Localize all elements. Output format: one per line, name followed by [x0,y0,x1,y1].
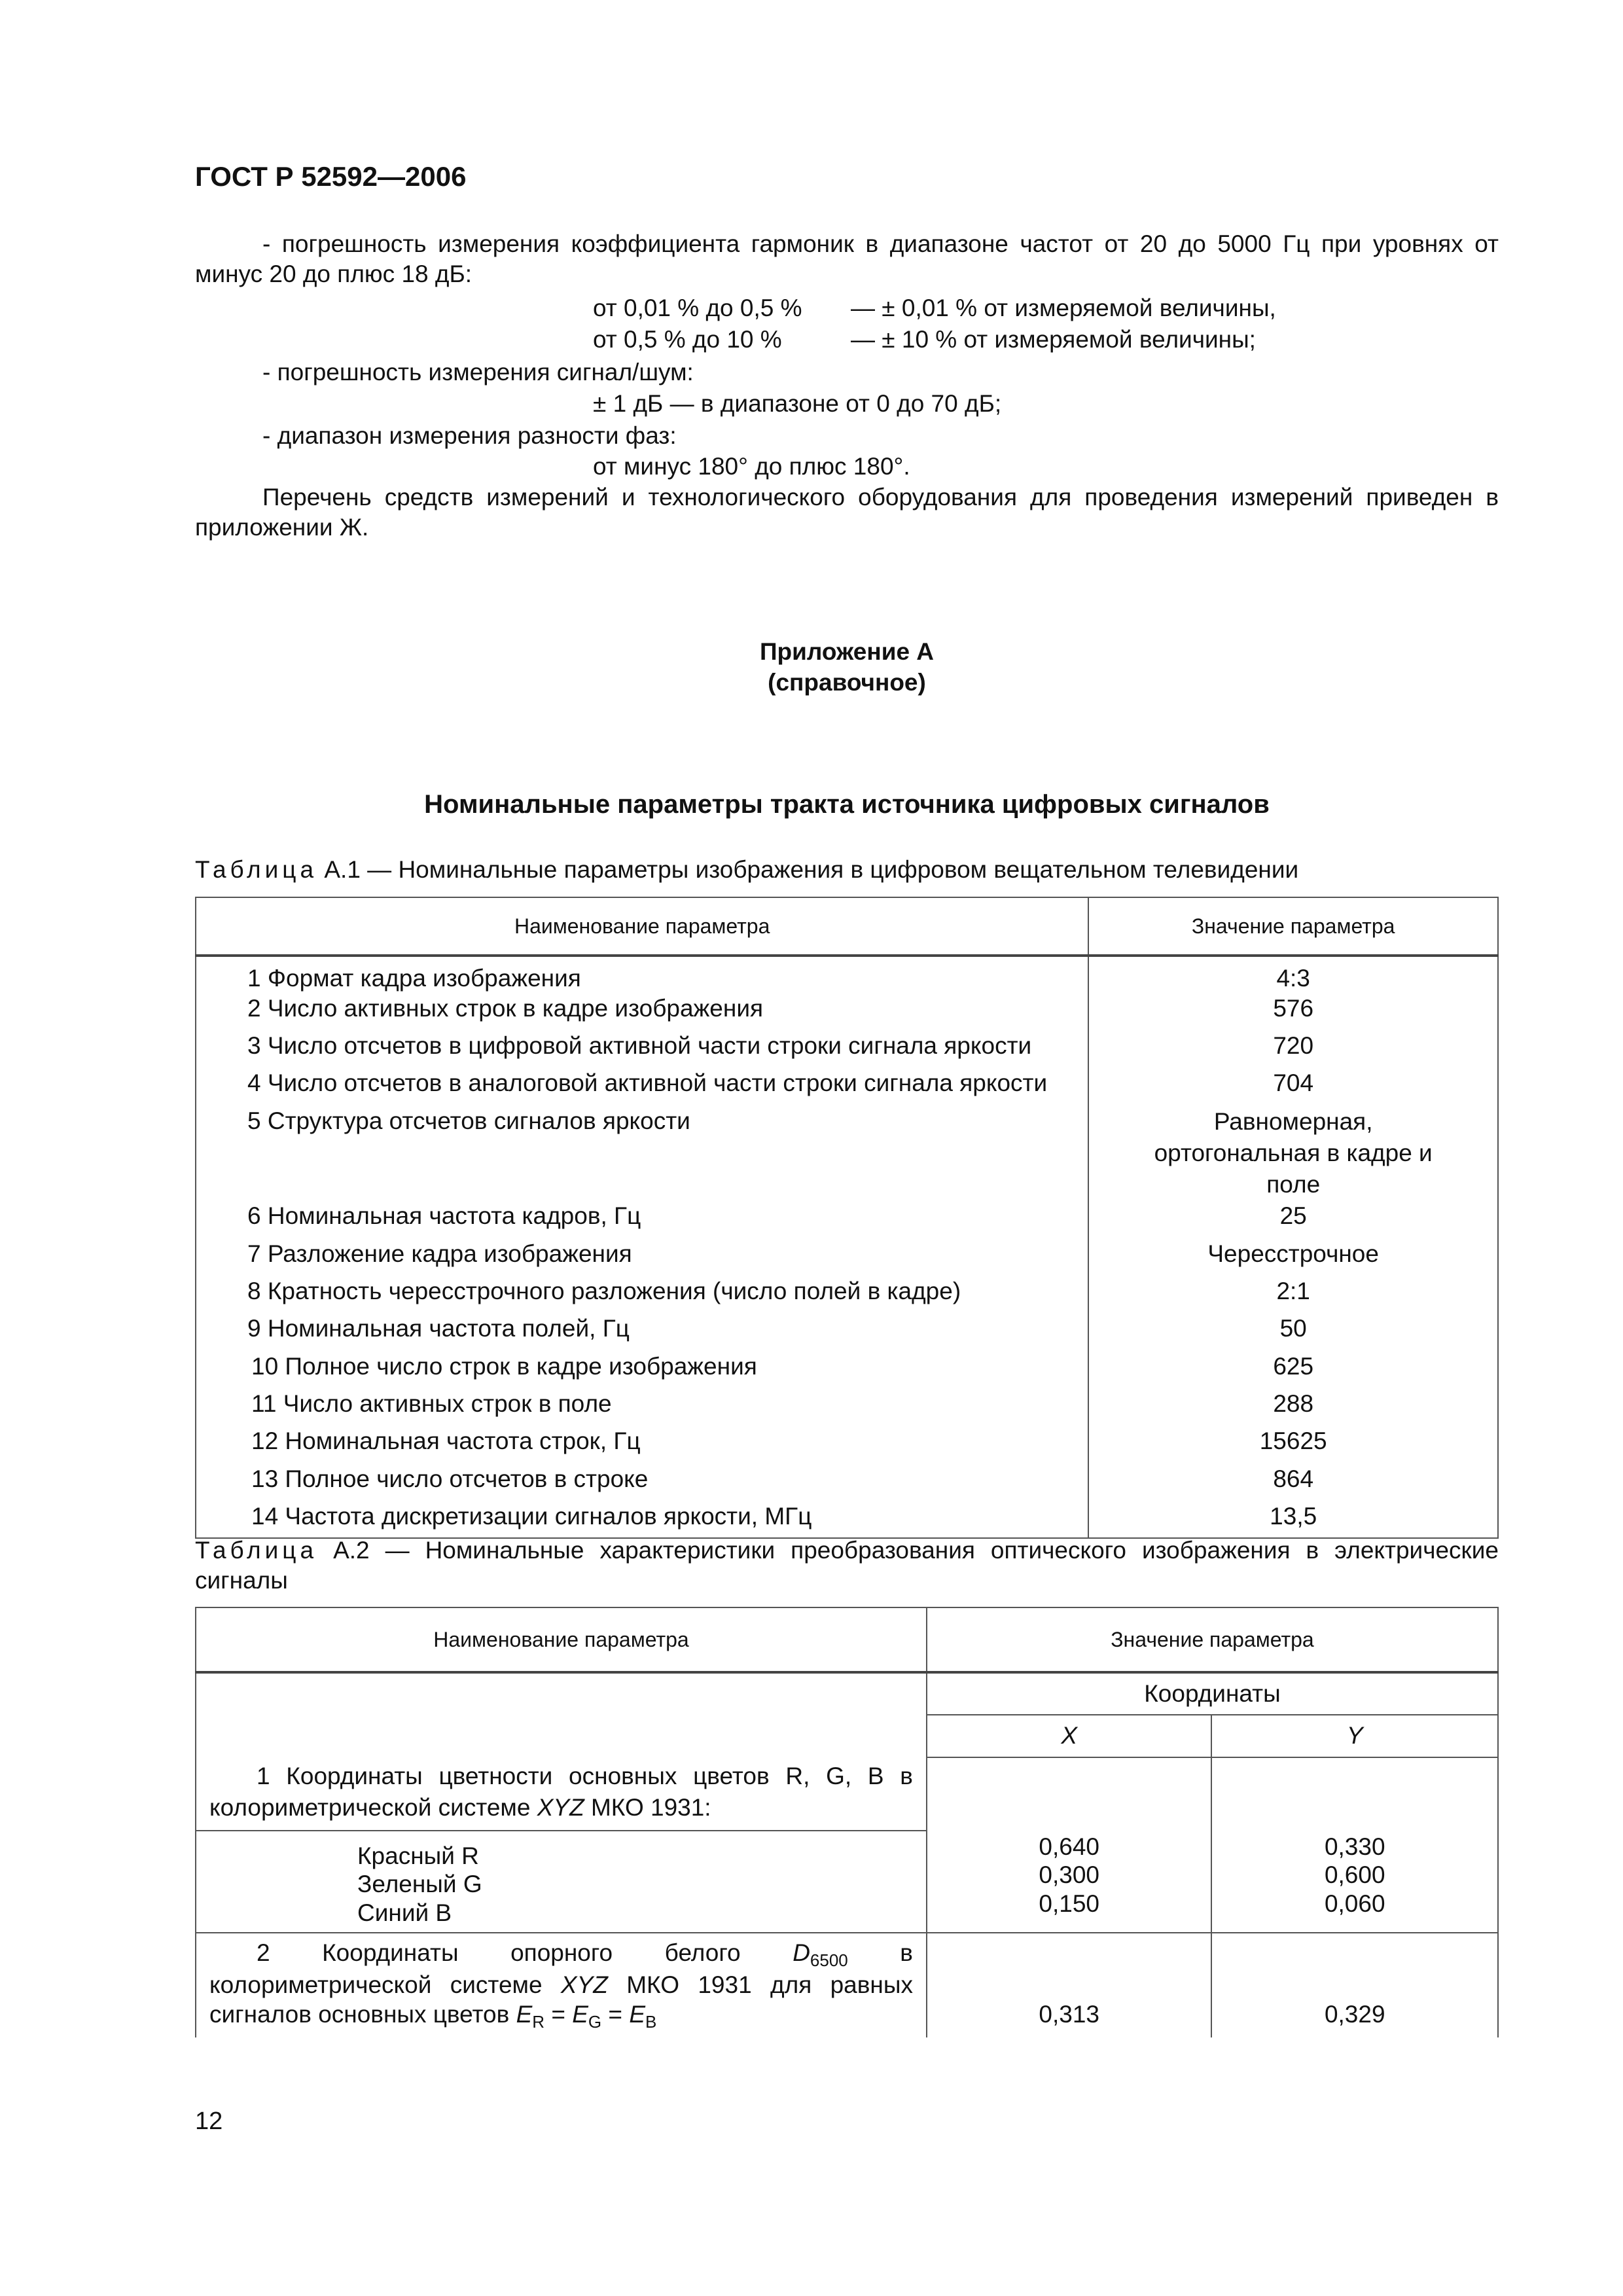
snr-error-item: - погрешность измерения сигнал/шум: [262,359,694,386]
param-name: 7 Разложение кадра изображения [196,1239,1088,1276]
table1-label: Таблица [195,856,318,883]
table-a2 [195,1607,1499,2037]
param-value: 2:1 [1088,1276,1498,1314]
row2-title [196,1933,927,2037]
row2-c: МКО 1931 для равных сигналов основных цветов [209,1971,913,2028]
phase-range-value: от минус 180° до плюс 180°. [593,453,910,480]
table-row [196,1426,1498,1464]
param-value: Чересстрочное [1088,1239,1498,1276]
param-name: 12 Номинальная частота строк, Гц [196,1426,1088,1464]
document-code: ГОСТ Р 52592—2006 [195,161,467,192]
row2-d-sub: 6500 [810,1950,848,1970]
param-name: 4 Число отсчетов в аналоговой активной части строки сигнала яркости [196,1068,1088,1106]
row2-x-value: 0,313 [927,1933,1212,2037]
row2-er-sub: R [532,2011,545,2032]
param-value: 576 [1088,994,1498,1031]
table-row [196,1068,1498,1106]
table-row [196,1389,1498,1426]
table-row [196,1501,1498,1538]
range2-value: — ± 10 % от измеряемой величины; [851,326,1256,353]
param-value: 625 [1088,1352,1498,1389]
table2-label: Таблица [195,1537,318,1564]
param-name: 8 Кратность чересстрочного разложения (число полей в кадре) [196,1276,1088,1314]
param-name: 2 Число активных строк в кадре изображения [196,994,1088,1031]
row2-d: D [793,1939,810,1966]
param-value: 4:3 [1088,956,1498,994]
param-value: 25 [1088,1201,1498,1239]
colors-y-values [1211,1757,1498,1933]
coordinates-header: Координаты [927,1672,1498,1715]
row2-b: в колориметрической системе [209,1939,913,1999]
range1-from: от 0,01 % до 0,5 % [593,295,802,321]
column-header-name: Наименование параметра [196,897,1088,956]
color-names [196,1831,927,1933]
appendix-heading: Номинальные параметры тракта источника цифровых сигналов [424,790,1270,819]
param-value: 50 [1088,1314,1498,1352]
red-name: Красный R [357,1842,479,1869]
row2-a: 2 Координаты опорного белого [257,1939,793,1966]
table1-caption [195,855,1298,885]
row2-eq1: = [544,2000,573,2028]
range2-from: от 0,5 % до 10 % [593,326,782,353]
table-row [196,1106,1498,1200]
green-y: 0,600 [1324,1861,1385,1889]
row1-title-a: 1 Координаты цветности основных цветов R, G, B в колориметрической системе [209,1762,913,1821]
row2-y-value: 0,329 [1211,1933,1498,2037]
row2-xyz: XYZ [560,1971,608,1999]
param-name: 10 Полное число строк в кадре изображения [196,1352,1088,1389]
row1-xyz: XYZ [537,1793,584,1821]
param-value: 13,5 [1088,1501,1498,1538]
param-name: 14 Частота дискретизации сигналов яркости, МГц [196,1501,1088,1538]
red-x: 0,640 [1039,1833,1099,1861]
param-name: 3 Число отсчетов в цифровой активной части строки сигнала яркости [196,1031,1088,1068]
table1-caption-text: А.1 — Номинальные параметры изображения в цифровом вещательном телевидении [317,856,1299,883]
table-row [196,1239,1498,1276]
param-value: 864 [1088,1464,1498,1501]
param-name: 13 Полное число отсчетов в строке [196,1464,1088,1501]
table-header-row [196,1607,1498,1672]
param-value: 15625 [1088,1426,1498,1464]
page-number: 12 [195,2108,223,2135]
x-header: X [927,1715,1212,1757]
blue-x: 0,150 [1039,1890,1099,1917]
appendix-type: (справочное) [768,669,926,696]
table-row [196,956,1498,994]
row2-eb: E [629,2000,645,2028]
appendix-title: Приложение А [759,638,935,665]
y-header: Y [1211,1715,1498,1757]
green-x: 0,300 [1039,1861,1099,1889]
param-value: 704 [1088,1068,1498,1106]
row2-eq2: = [601,2000,630,2028]
row2-er: E [516,2000,533,2028]
table2-caption [195,1535,1499,1596]
table-row [196,1314,1498,1352]
row1-title [196,1672,927,1831]
row2-eg-sub: G [588,2011,602,2032]
param-value: 720 [1088,1031,1498,1068]
column-header-value: Значение параметра [1088,897,1498,956]
table-row [196,1464,1498,1501]
table-row [196,994,1498,1031]
range1-value: — ± 0,01 % от измеряемой величины, [851,295,1276,321]
param-value: Равномерная, ортогональная в кадре и поле [1088,1106,1498,1200]
table-a1 [195,897,1499,1539]
table-row [196,1672,1498,1715]
blue-y: 0,060 [1324,1890,1385,1917]
param-name: 11 Число активных строк в поле [196,1389,1088,1426]
param-name: 1 Формат кадра изображения [196,956,1088,994]
blue-name: Синий В [357,1899,452,1926]
column-header-name: Наименование параметра [196,1607,927,1672]
table-header-row [196,897,1498,956]
param-name: 5 Структура отсчетов сигналов яркости [196,1106,1088,1200]
colors-x-values [927,1757,1212,1933]
table2-caption-text: А.2 — Номинальные характеристики преобразования оптического изображения в электрические сигналы [195,1537,1499,1594]
equipment-paragraph: Перечень средств измерений и технологического оборудования для проведения измерений приведен в приложении Ж. [195,484,1499,541]
param-value: 288 [1088,1389,1498,1426]
param-name: 6 Номинальная частота кадров, Гц [196,1201,1088,1239]
table-row [196,1276,1498,1314]
snr-error-value: ± 1 дБ — в диапазоне от 0 до 70 дБ; [593,390,1002,417]
green-name: Зеленый G [357,1871,482,1898]
table-row [196,1352,1498,1389]
row2-eg: E [572,2000,588,2028]
row2-eb-sub: B [645,2011,657,2032]
red-y: 0,330 [1324,1833,1385,1861]
phase-range-item: - диапазон измерения разности фаз: [262,422,677,449]
column-header-value: Значение параметра [927,1607,1498,1672]
harmonic-error-paragraph: - погрешность измерения коэффициента гармоник в диапазоне частот от 20 до 5000 Гц при уровнях от минус 20 до плюс 18 дБ: [195,230,1499,288]
table-row [196,1933,1498,2037]
table-row [196,1201,1498,1239]
row1-title-b: МКО 1931: [584,1793,711,1821]
param-name: 9 Номинальная частота полей, Гц [196,1314,1088,1352]
table-row [196,1031,1498,1068]
